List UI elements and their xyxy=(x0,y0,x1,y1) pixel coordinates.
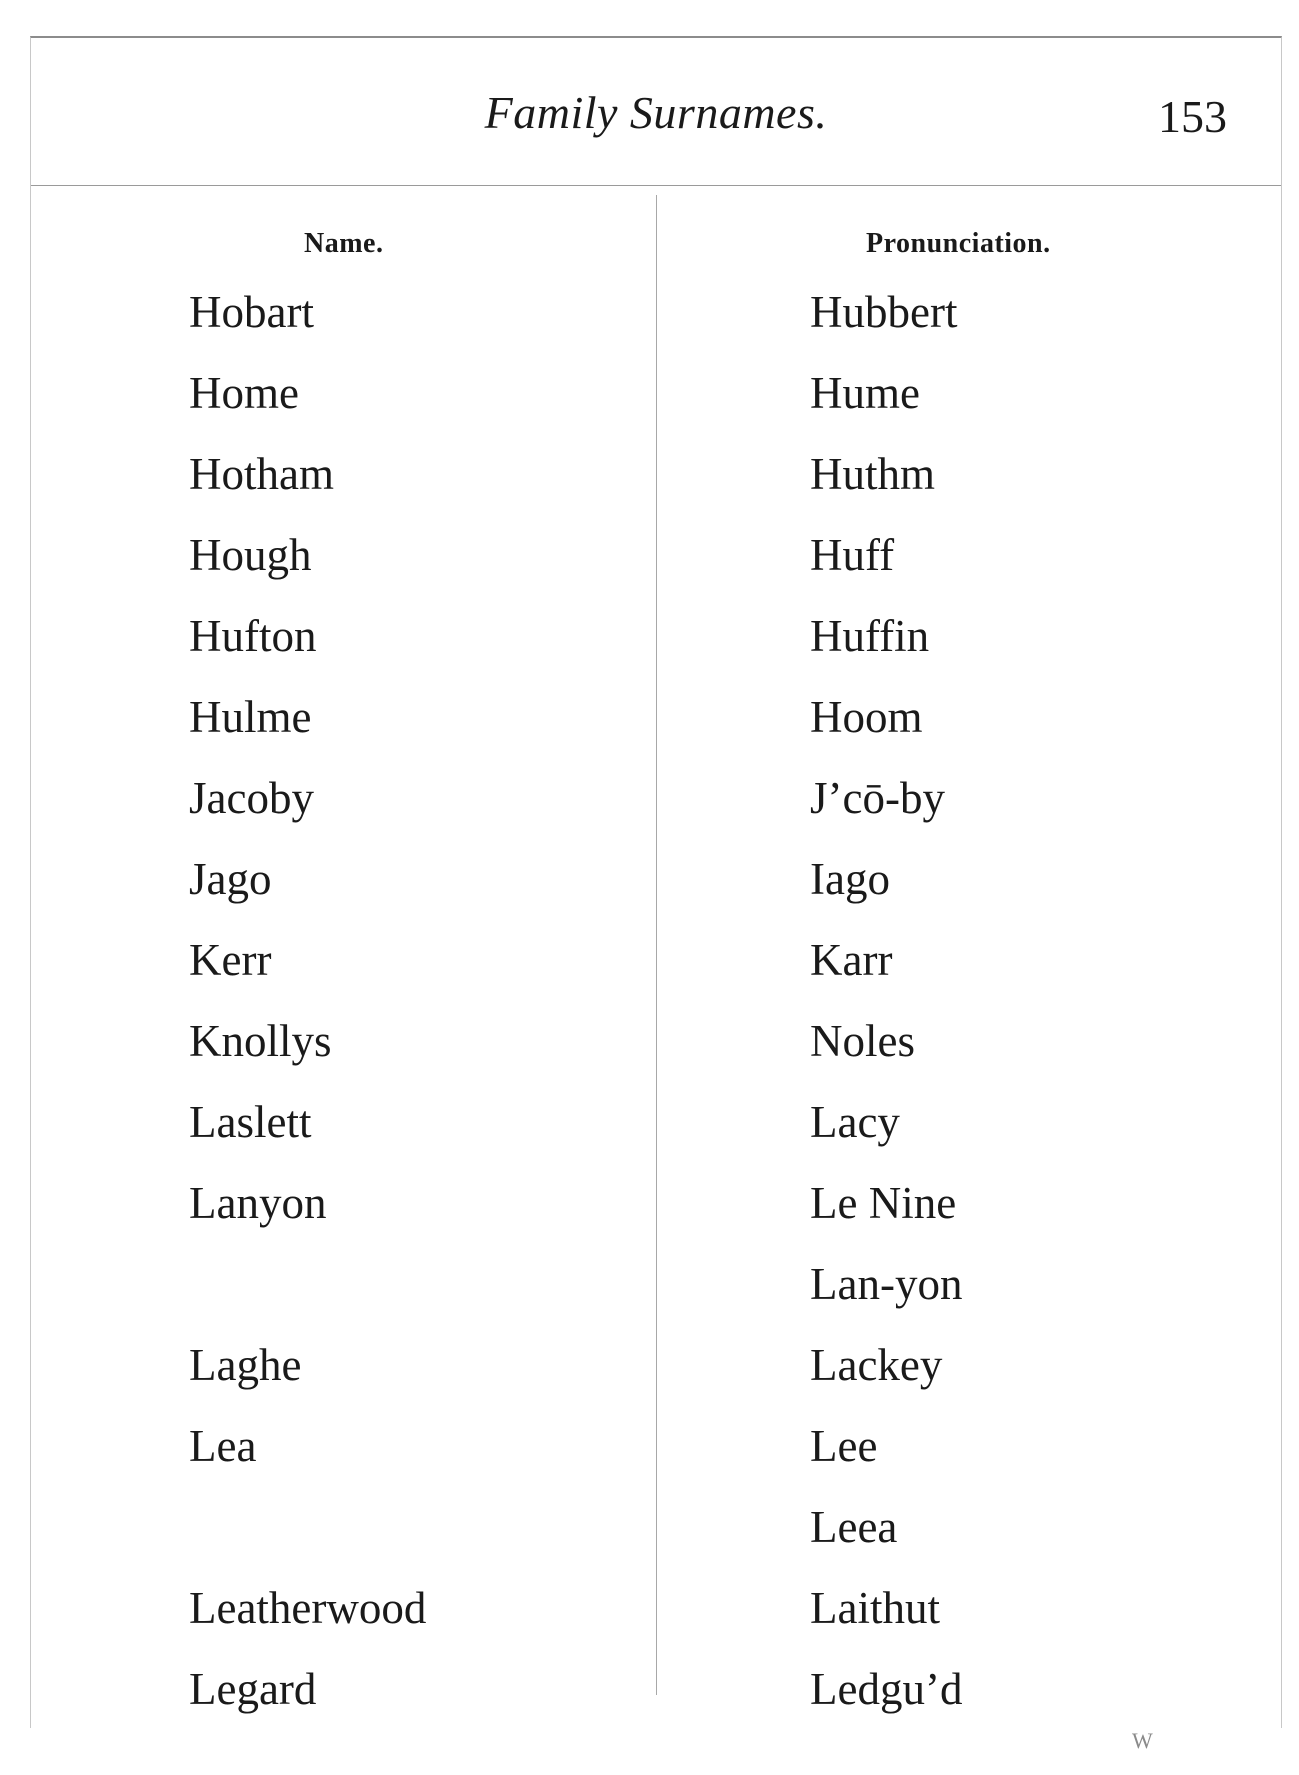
table-row xyxy=(0,363,1299,444)
pronunciation-cell: Noles xyxy=(810,1016,915,1066)
table-row xyxy=(0,1416,1299,1497)
surname-cell: Leatherwood xyxy=(189,1583,427,1633)
pronunciation-cell: Karr xyxy=(810,935,893,985)
surname-cell: Kerr xyxy=(189,935,272,985)
pronunciation-cell: Huff xyxy=(810,530,895,580)
table-row xyxy=(0,1173,1299,1254)
table-row xyxy=(0,768,1299,849)
pronunciation-cell: Huthm xyxy=(810,449,936,499)
table-row xyxy=(0,1497,1299,1578)
surname-cell: Hufton xyxy=(189,611,317,661)
surname-cell: Hotham xyxy=(189,449,334,499)
table-row xyxy=(0,1092,1299,1173)
pronunciation-cell: Iago xyxy=(810,854,890,904)
pronunciation-cell: Huffin xyxy=(810,611,930,661)
surname-cell: Laslett xyxy=(189,1097,312,1147)
table-row xyxy=(0,444,1299,525)
table-row xyxy=(0,525,1299,606)
pronunciation-cell: Le Nine xyxy=(810,1178,957,1228)
pronunciation-cell: Hume xyxy=(810,368,920,418)
table-row xyxy=(0,282,1299,363)
table-row xyxy=(0,1011,1299,1092)
pronunciation-cell: Lan-yon xyxy=(810,1259,963,1309)
surname-cell: Jago xyxy=(189,854,272,904)
surname-cell: Hulme xyxy=(189,692,312,742)
surname-cell: Lanyon xyxy=(189,1178,327,1228)
pronunciation-cell: Lackey xyxy=(810,1340,943,1390)
running-head xyxy=(31,38,1281,188)
surname-cell: Lea xyxy=(189,1421,257,1471)
pronunciation-cell: Leea xyxy=(810,1502,898,1552)
surname-cell: Laghe xyxy=(189,1340,302,1390)
name-column-header: Name. xyxy=(304,228,384,259)
surname-cell: Hobart xyxy=(189,287,314,337)
pronunciation-cell: Lacy xyxy=(810,1097,900,1147)
surname-table xyxy=(0,282,1299,1740)
table-row xyxy=(0,606,1299,687)
footer-mark: W xyxy=(1132,1728,1153,1753)
page-number: 153 xyxy=(1158,91,1227,142)
table-row xyxy=(0,1335,1299,1416)
table-row xyxy=(0,1254,1299,1335)
pronunciation-cell: Laithut xyxy=(810,1583,940,1633)
header-rule xyxy=(31,185,1281,186)
table-row xyxy=(0,1578,1299,1659)
surname-cell: Legard xyxy=(189,1664,317,1714)
pronunciation-cell: Lee xyxy=(810,1421,878,1471)
table-row xyxy=(0,1659,1299,1740)
surname-cell: Jacoby xyxy=(189,773,314,823)
surname-cell: Home xyxy=(189,368,299,418)
pronunciation-cell: Ledgu’d xyxy=(810,1664,963,1714)
pronunciation-cell: Hubbert xyxy=(810,287,958,337)
surname-cell: Hough xyxy=(189,530,312,580)
table-row xyxy=(0,687,1299,768)
page-title: Family Surnames. xyxy=(484,87,828,138)
surname-cell: Knollys xyxy=(189,1016,332,1066)
pronunciation-cell: Hoom xyxy=(810,692,923,742)
table-row xyxy=(0,849,1299,930)
pronunciation-cell: J’cō-by xyxy=(810,773,945,823)
pronunciation-column-header: Pronunciation. xyxy=(866,228,1051,259)
table-row xyxy=(0,930,1299,1011)
